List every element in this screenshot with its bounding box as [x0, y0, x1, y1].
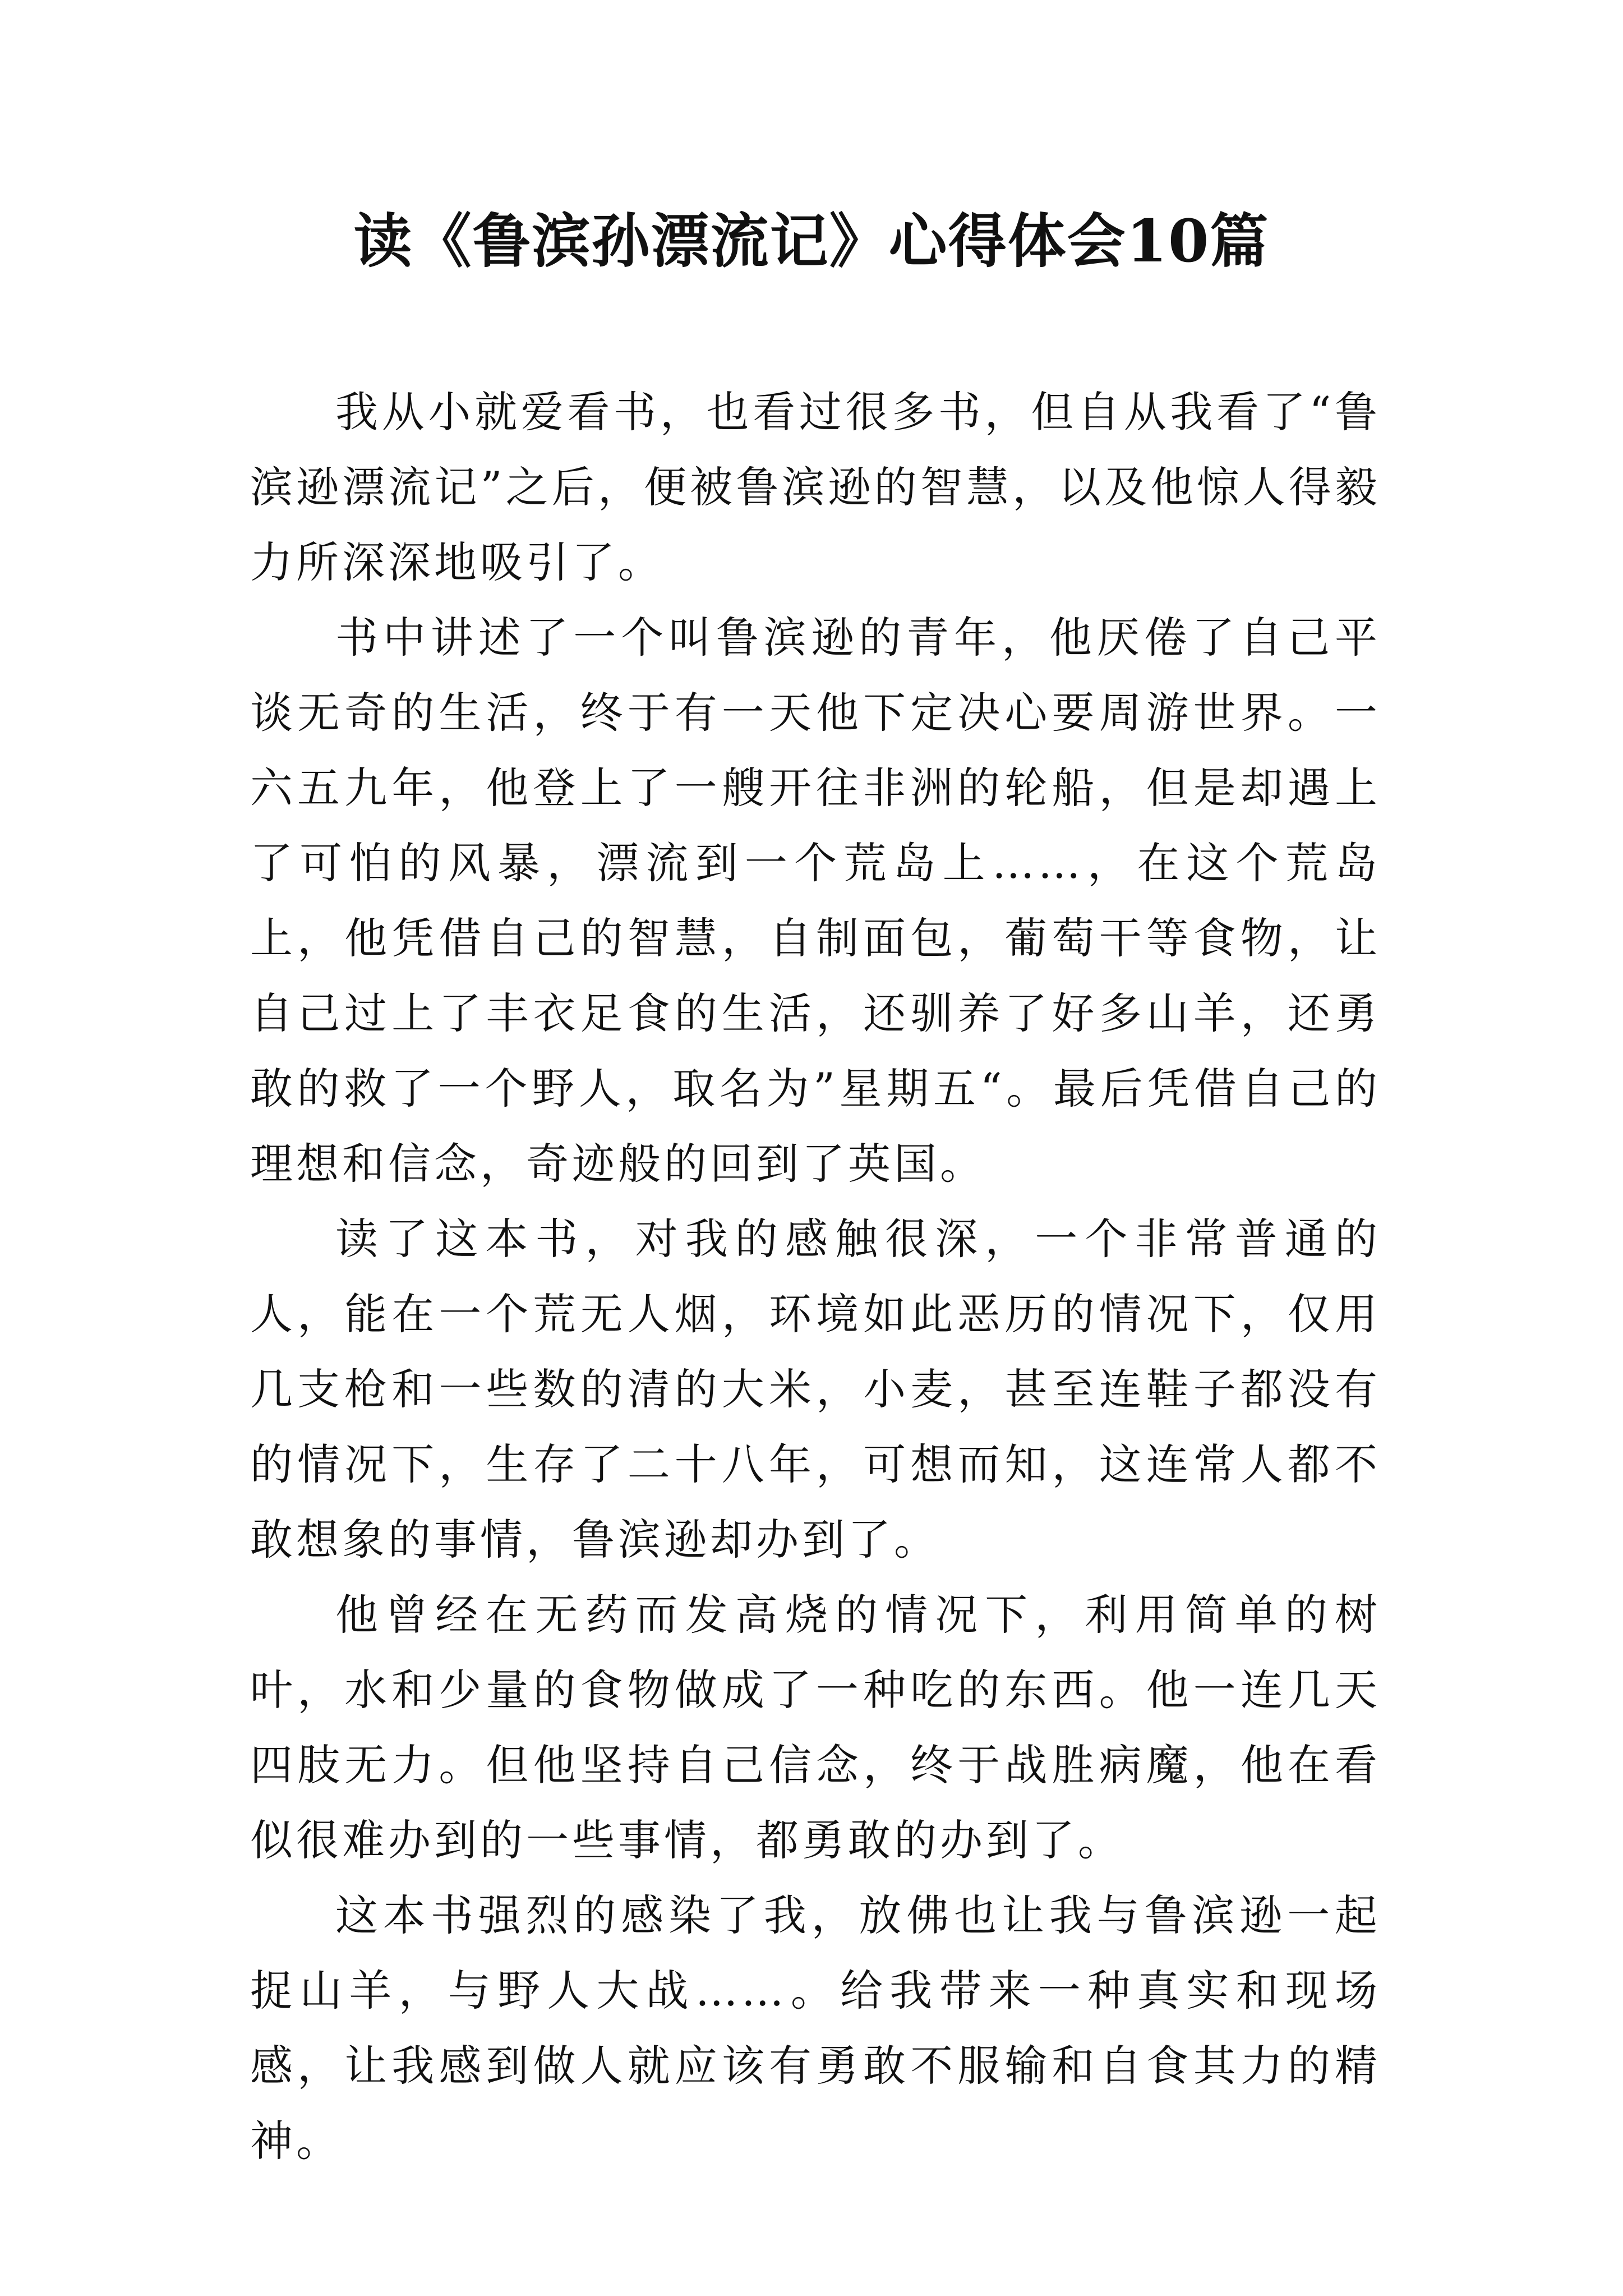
paragraph-3: 读了这本书，对我的感触很深，一个非常普通的人，能在一个荒无人烟，环境如此恶历的情况下，仅用几支枪和一些数的清的大米，小麦，甚至连鞋子都没有的情况下，生存了二十八年，可想而知，这连常人都不敢想象的事情，鲁滨逊却办到了。 — [250, 1214, 1381, 1565]
paragraph-1: 我从小就爱看书，也看过很多书，但自从我看了“鲁滨逊漂流记”之后，便被鲁滨逊的智慧，以及他惊人得毅力所深深地吸引了。 — [250, 387, 1381, 587]
paragraph-5: 这本书强烈的感染了我，放佛也让我与鲁滨逊一起捉山羊，与野人大战……。给我带来一种真实和现场感，让我感到做人就应该有勇敢不服输和自食其力的精神。 — [250, 1890, 1381, 2166]
paragraph-4: 他曾经在无药而发高烧的情况下，利用简单的树叶，水和少量的食物做成了一种吃的东西。他一连几天四肢无力。但他坚持自己信念，终于战胜病魔，他在看似很难办到的一些事情，都勇敢的办到了。 — [250, 1590, 1381, 1865]
document-body — [250, 375, 1381, 2179]
paragraph-2: 书中讲述了一个叫鲁滨逊的青年，他厌倦了自己平谈无奇的生活，终于有一天他下定决心要周游世界。一六五九年，他登上了一艘开往非洲的轮船，但是却遇上了可怕的风暴，漂流到一个荒岛上……，在这个荒岛上，他凭借自己的智慧，自制面包，葡萄干等食物，让自己过上了丰衣足食的生活，还驯养了好多山羊，还勇敢的救了一个野人，取名为”星期五“。最后凭借自己的理想和信念，奇迹般的回到了英国。 — [250, 613, 1381, 1189]
document-title: 读《鲁滨孙漂流记》心得体会10篇 — [353, 206, 1270, 275]
